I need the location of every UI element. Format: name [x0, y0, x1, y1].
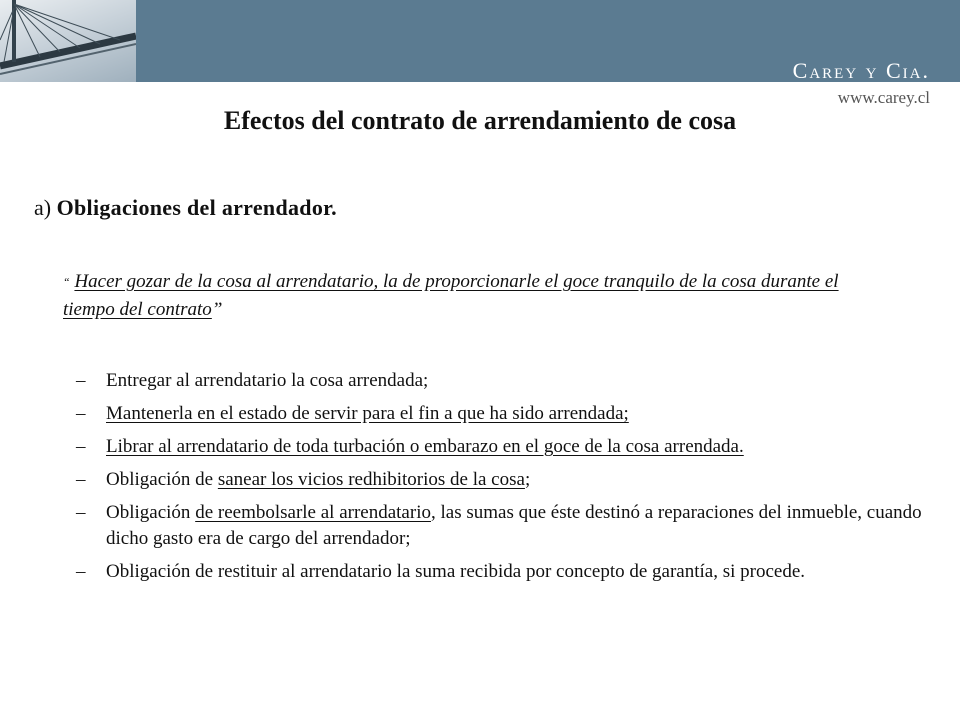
definition-quote — [63, 268, 893, 324]
slide-title: Efectos del contrato de arrendamiento de cosa — [223, 106, 737, 135]
obligation-item — [76, 368, 936, 394]
obligation-item — [76, 401, 936, 427]
quote-text: Hacer gozar de la cosa al arrendatario, la de proporcionarle el goce tranquilo de la cosa durante el tiempo del contrato — [63, 271, 839, 320]
section-heading-text: Obligaciones del arrendador. — [56, 195, 337, 220]
obligation-text: , las sumas que éste destinó a reparaciones del inmueble, cuando dicho gasto era de cargo del arrendador; — [106, 502, 922, 549]
bullet-dash: – — [76, 502, 86, 523]
obligation-text: Obligación — [106, 502, 196, 523]
obligation-text: Obligación de restituir al arrendatario la suma recibida por concepto de garantía, si procede. — [106, 561, 806, 582]
obligation-text-underlined: Librar al arrendatario de toda turbación o embarazo en el goce de la cosa arrendada. — [106, 436, 744, 457]
quote-close-mark: ” — [211, 299, 223, 320]
obligation-item — [76, 434, 936, 460]
brand-logo-text: Carey y Cia. — [792, 58, 930, 83]
bullet-dash: – — [76, 561, 86, 582]
section-heading — [34, 195, 337, 221]
bridge-photo-icon — [0, 0, 136, 82]
quote-open-mark: “ — [63, 275, 70, 289]
bullet-dash: – — [76, 370, 86, 391]
obligation-item — [76, 467, 936, 493]
obligation-text-underlined: de reembolsarle al arrendatario — [195, 502, 431, 523]
obligation-item — [76, 500, 936, 552]
section-letter: a) — [34, 195, 52, 220]
obligation-text-underlined: sanear los vicios redhibitorios de la cosa — [217, 469, 525, 490]
obligation-text: ; — [524, 469, 531, 490]
bullet-dash: – — [76, 403, 86, 424]
bullet-dash: – — [76, 469, 86, 490]
obligations-list — [76, 368, 936, 592]
obligation-item — [76, 559, 936, 585]
obligation-text-underlined: Mantenerla en el estado de servir para el fin a que ha sido arrendada; — [106, 403, 629, 424]
header-band — [0, 0, 960, 82]
bullet-dash: – — [76, 436, 86, 457]
website-url: www.carey.cl — [837, 88, 930, 107]
obligation-text: Entregar al arrendatario la cosa arrendada; — [106, 370, 429, 391]
obligation-text: Obligación de — [106, 469, 218, 490]
